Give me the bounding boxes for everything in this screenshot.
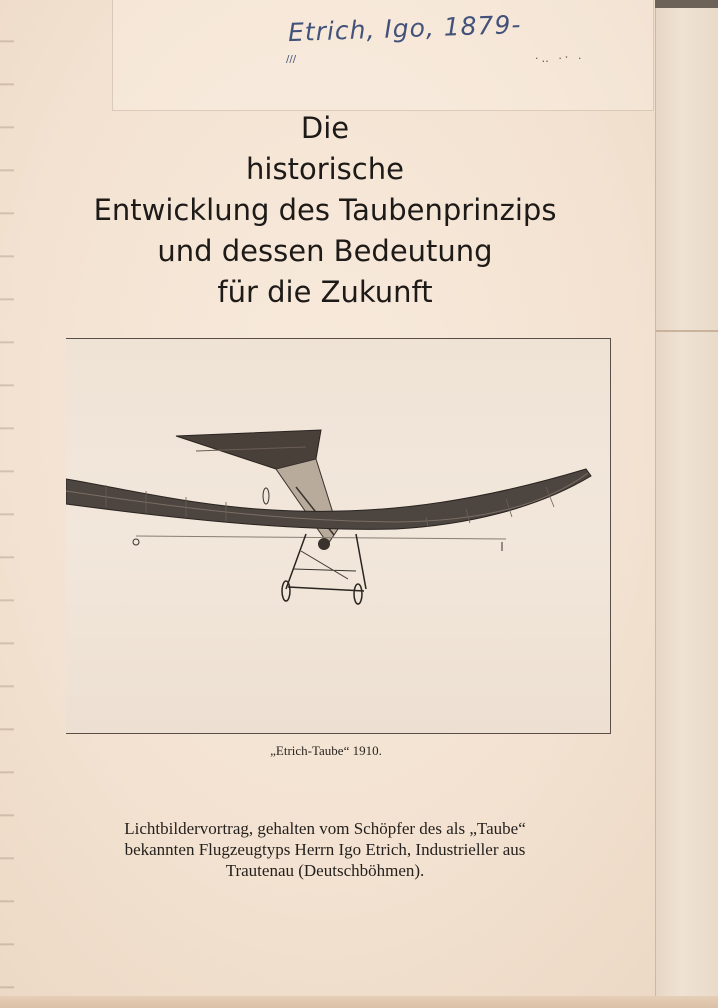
figure-caption: „Etrich-Taube“ 1910. xyxy=(270,743,382,758)
title-line: und dessen Bedeutung xyxy=(157,234,493,268)
back-sheet-edge xyxy=(655,0,718,1008)
sheet-fold xyxy=(656,330,718,332)
description-line: Trautenau (Deutschböhmen). xyxy=(225,861,425,880)
lecture-description xyxy=(40,818,610,881)
bottom-edge xyxy=(0,996,718,1008)
handwritten-catalog-note: Etrich, Igo, 1879- xyxy=(287,9,522,48)
description-line: Lichtbildervortrag, gehalten vom Schöpfer des als „Taube“ xyxy=(124,819,526,838)
etrich-taube-illustration xyxy=(66,339,610,733)
catalog-ticks: /// xyxy=(286,54,297,65)
description-line: bekannten Flugzeugtyps Herrn Igo Etrich, Industrieller aus xyxy=(124,840,526,859)
document-title xyxy=(0,108,650,313)
title-line: Die xyxy=(300,111,350,145)
aircraft-photograph xyxy=(66,338,611,734)
title-line: für die Zukunft xyxy=(217,275,433,309)
catalog-dots: ·‥ ·ˑ · xyxy=(535,52,585,65)
dark-top-corner xyxy=(655,0,718,8)
title-line: Entwicklung des Taubenprinzips xyxy=(93,193,557,227)
title-line: historische xyxy=(246,152,404,186)
